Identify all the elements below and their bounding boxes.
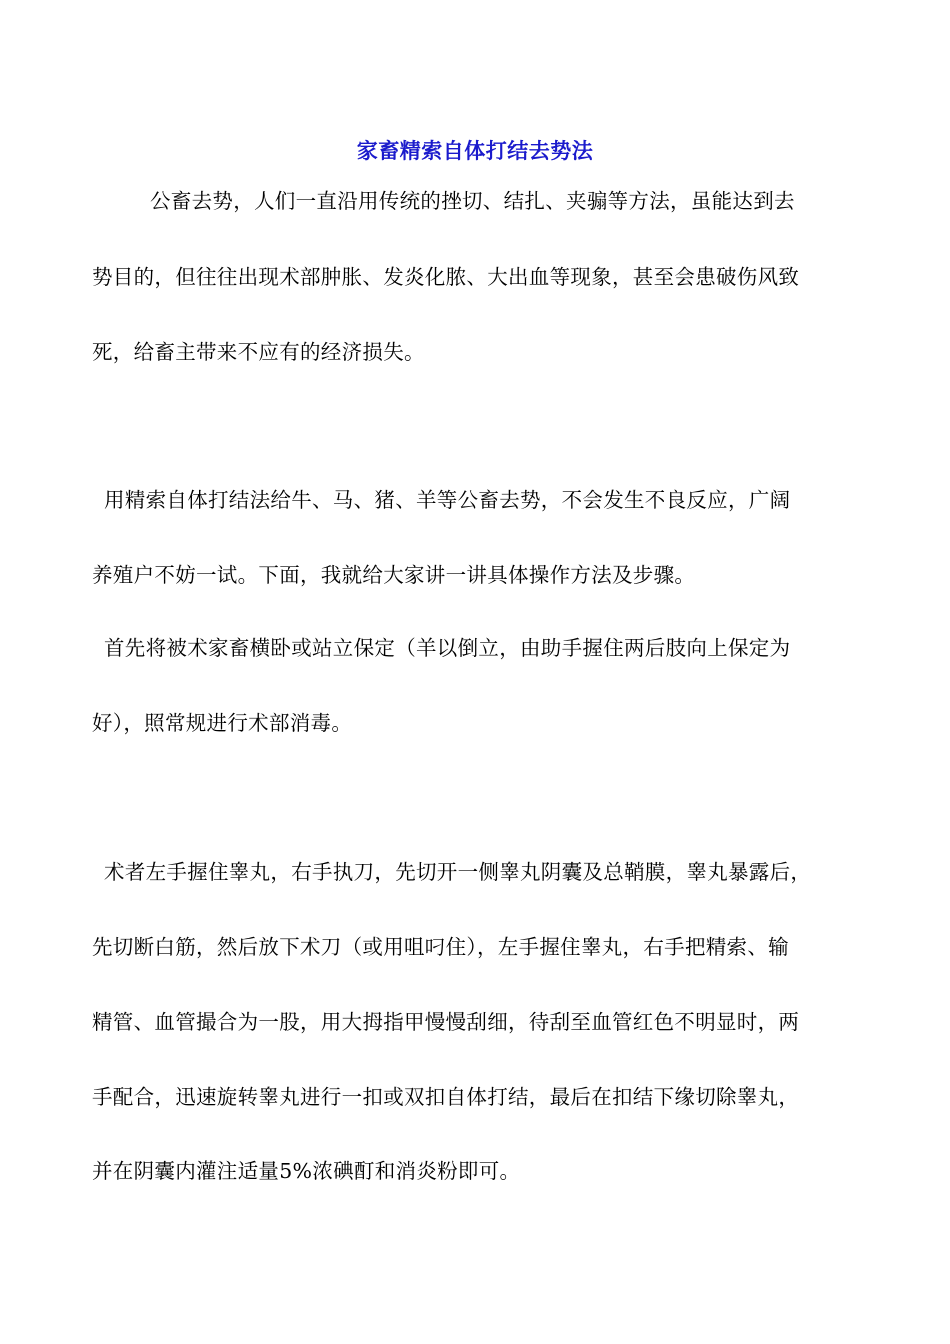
text-line: 养殖户不妨一试。下面，我就给大家讲一讲具体操作方法及步骤。	[92, 563, 696, 587]
document-title: 家畜精索自体打结去势法	[356, 139, 594, 163]
text-line: 精管、血管撮合为一股，用大拇指甲慢慢刮细，待刮至血管红色不明显时，两	[92, 1010, 800, 1034]
text-line: 手配合，迅速旋转睾丸进行一扣或双扣自体打结，最后在扣结下缘切除睾丸，	[92, 1085, 800, 1109]
text-line: 首先将被术家畜横卧或站立保定（羊以倒立，由助手握住两后肢向上保定为	[104, 636, 791, 660]
text-line: 公畜去势，人们一直沿用传统的挫切、结扎、夹骟等方法，虽能达到去	[150, 189, 795, 213]
text-line: 先切断白筋，然后放下术刀（或用咀叼住），左手握住睾丸，右手把精索、输	[92, 935, 789, 959]
text-line: 死，给畜主带来不应有的经济损失。	[92, 340, 425, 364]
text-line: 术者左手握住睾丸，右手执刀，先切开一侧睾丸阴囊及总鞘膜，睾丸暴露后，	[104, 860, 812, 884]
text-line: 势目的，但往往出现术部肿胀、发炎化脓、大出血等现象，甚至会患破伤风致	[92, 265, 800, 289]
text-line: 用精索自体打结法给牛、马、猪、羊等公畜去势，不会发生不良反应，广阔	[104, 488, 791, 512]
text-line: 并在阴囊内灌注适量5%浓碘酊和消炎粉即可。	[92, 1159, 521, 1183]
text-line: 好），照常规进行术部消毒。	[92, 711, 353, 735]
